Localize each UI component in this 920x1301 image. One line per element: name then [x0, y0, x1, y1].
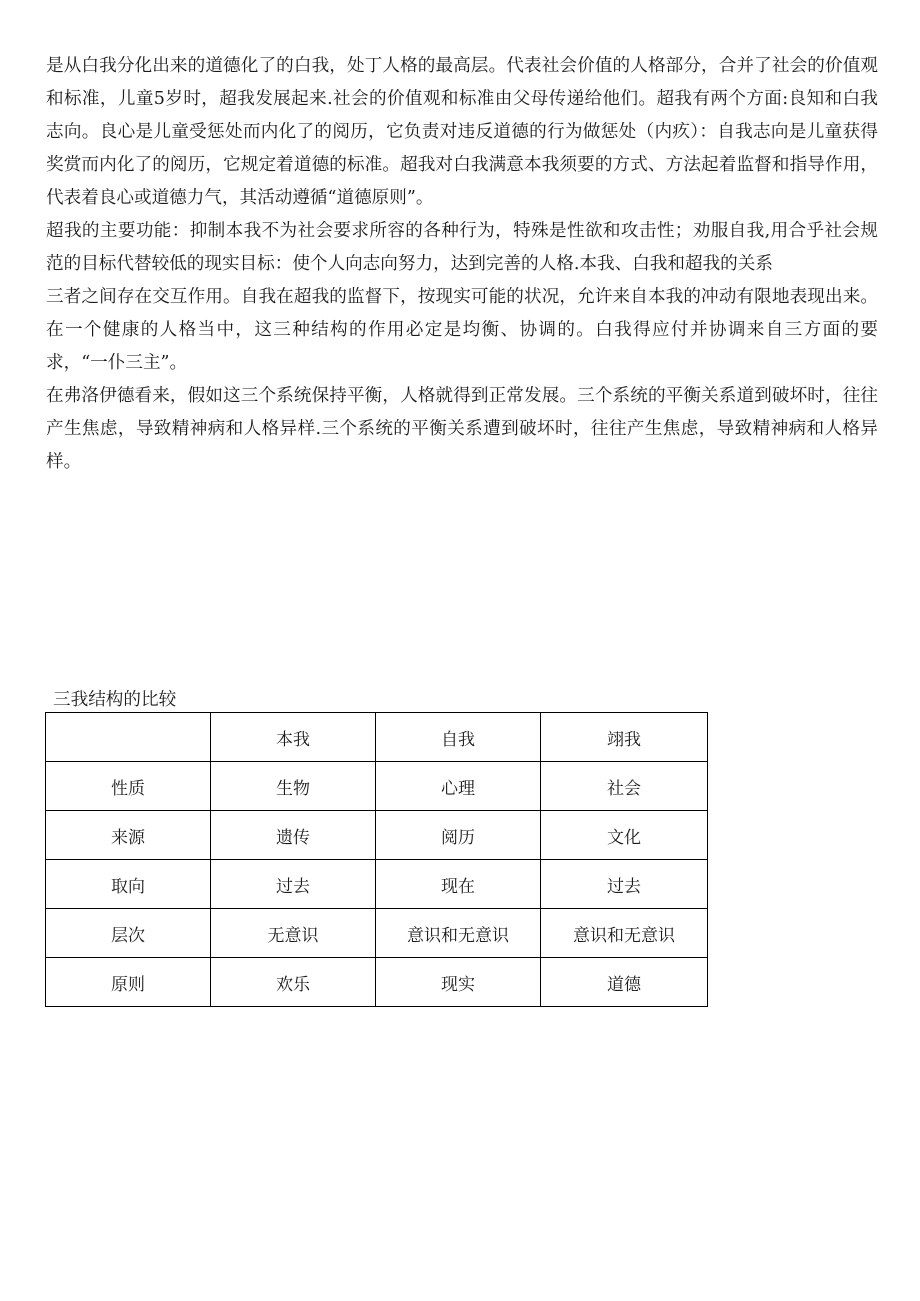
paragraph-interaction: 三者之间存在交互作用。自我在超我的监督下，按现实可能的状况，允许来自本我的冲动有限地表现出来。在一个健康的人格当中，这三种结构的作用必定是均衡、协调的。白我得应付并协调来自三方面的要求，“一仆三主”。: [46, 287, 878, 373]
table-cell: 心理: [376, 762, 541, 811]
table-caption: 三我结构的比较: [53, 690, 177, 710]
paragraph-superego-function: 超我的主要功能：抑制本我不为社会要求所容的各种行为，特殊是性欲和攻击性；劝服自我,用合乎社会规范的目标代替较低的现实目标：使个人向志向努力，达到完善的人格.本我、白我和超我的关系: [46, 221, 878, 274]
table-header-cell: [46, 713, 211, 762]
table-cell: 现在: [376, 860, 541, 909]
table-row: [46, 909, 708, 958]
table-cell: 文化: [541, 811, 708, 860]
table-row: [46, 811, 708, 860]
table-header-row: [46, 713, 708, 762]
table-cell: 意识和无意识: [376, 909, 541, 958]
table-cell: 性质: [46, 762, 211, 811]
table-cell: 过去: [541, 860, 708, 909]
table-row: [46, 958, 708, 1007]
table-cell: 现实: [376, 958, 541, 1007]
table-header-cell: 本我: [211, 713, 376, 762]
table-cell: 过去: [211, 860, 376, 909]
comparison-table: [45, 712, 708, 1007]
table-cell: 无意识: [211, 909, 376, 958]
table-cell: 道德: [541, 958, 708, 1007]
table-cell: 意识和无意识: [541, 909, 708, 958]
table-cell: 阅历: [376, 811, 541, 860]
paragraph-superego-definition: 是从白我分化出来的道德化了的白我，处丁人格的最高层。代表社会价值的人格部分，合并了社会的价值观和标准，儿童5岁时，超我发展起来.社会的价值观和标准由父母传递给他们。超我有两个方面:良知和白我志向。良心是儿童受惩处而内化了的阅历，它负责对违反道德的行为做惩处（内疚）：自我志向是儿童获得奖赏而内化了的阅历，它规定着道德的标准。超我对白我满意本我须要的方式、方法起着监督和指导作用，代表着良心或道德力气，其活动遵循“道德原则”。: [46, 56, 878, 208]
table-cell: 欢乐: [211, 958, 376, 1007]
table-cell: 原则: [46, 958, 211, 1007]
table-header-cell: 翊我: [541, 713, 708, 762]
table-cell: 社会: [541, 762, 708, 811]
table-header-cell: 自我: [376, 713, 541, 762]
table-cell: 来源: [46, 811, 211, 860]
table-row: [46, 860, 708, 909]
table-row: [46, 762, 708, 811]
paragraph-balance: 在弗洛伊德看来，假如这三个系统保持平衡，人格就得到正常发展。三个系统的平衡关系道到破坏时，往往产生焦虑，导致精神病和人格异样.三个系统的平衡关系遭到破坏时，往往产生焦虑，导致精神病和人格异样。: [46, 386, 878, 472]
document-body: [46, 50, 878, 479]
table-cell: 层次: [46, 909, 211, 958]
table-cell: 遗传: [211, 811, 376, 860]
table-cell: 取向: [46, 860, 211, 909]
table-cell: 生物: [211, 762, 376, 811]
